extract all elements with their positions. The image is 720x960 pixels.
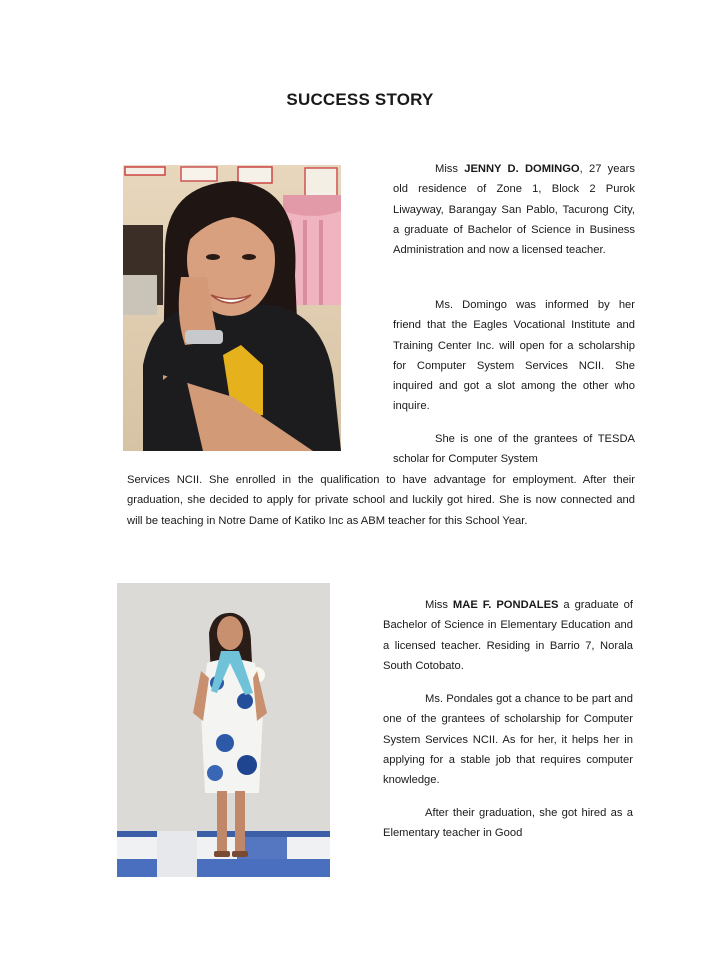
story1-paragraph-3-continued: Services NCII. She enrolled in the qualification to have advantage for employment. After their graduation, she decided to apply for private school and luckily got hired. She is now connected and will be teaching in Notre Dame of Katiko Inc as ABM teacher for this School Year.: [127, 474, 635, 527]
story1-p1-prefix: Miss: [435, 163, 465, 175]
story2-paragraph-2: Ms. Pondales got a chance to be part and one of the grantees of scholarship for Computer System Services NCII. As for her, it helps her in applying for a stable job that requires computer knowledge.: [383, 693, 633, 787]
story2-p1-prefix: Miss: [425, 599, 453, 611]
photo-mae-pondales: [117, 583, 330, 877]
story2-paragraph-1: [383, 595, 633, 676]
story1-name: JENNY D. DOMINGO: [464, 163, 580, 175]
story1-paragraph-3-top: She is one of the grantees of TESDA scholar for Computer System: [393, 433, 635, 466]
story1-paragraph-1: [393, 159, 635, 260]
story1-p1-text: , 27 years old residence of Zone 1, Block 2 Purok Liwayway, Barangay San Pablo, Tacurong City, a graduate of Bachelor of Science in Business Administration and now a licensed teacher.: [393, 163, 635, 257]
story2-paragraph-3: After their graduation, she got hired as a Elementary teacher in Good: [383, 807, 633, 840]
story2-p1-text: a graduate of Bachelor of Science in Elementary Education and a licensed teacher. Residing in Barrio 7, Norala South Cotobato.: [383, 599, 633, 672]
page-title: SUCCESS STORY: [286, 90, 434, 109]
story1-paragraph-2: Ms. Domingo was informed by her friend that the Eagles Vocational Institute and Training Center Inc. will open for a scholarship for Computer System Services NCII. She inquired and got a slot among the other who inquire.: [393, 299, 635, 413]
story2-name: MAE F. PONDALES: [452, 599, 559, 611]
photo-jenny-domingo: [123, 165, 341, 451]
